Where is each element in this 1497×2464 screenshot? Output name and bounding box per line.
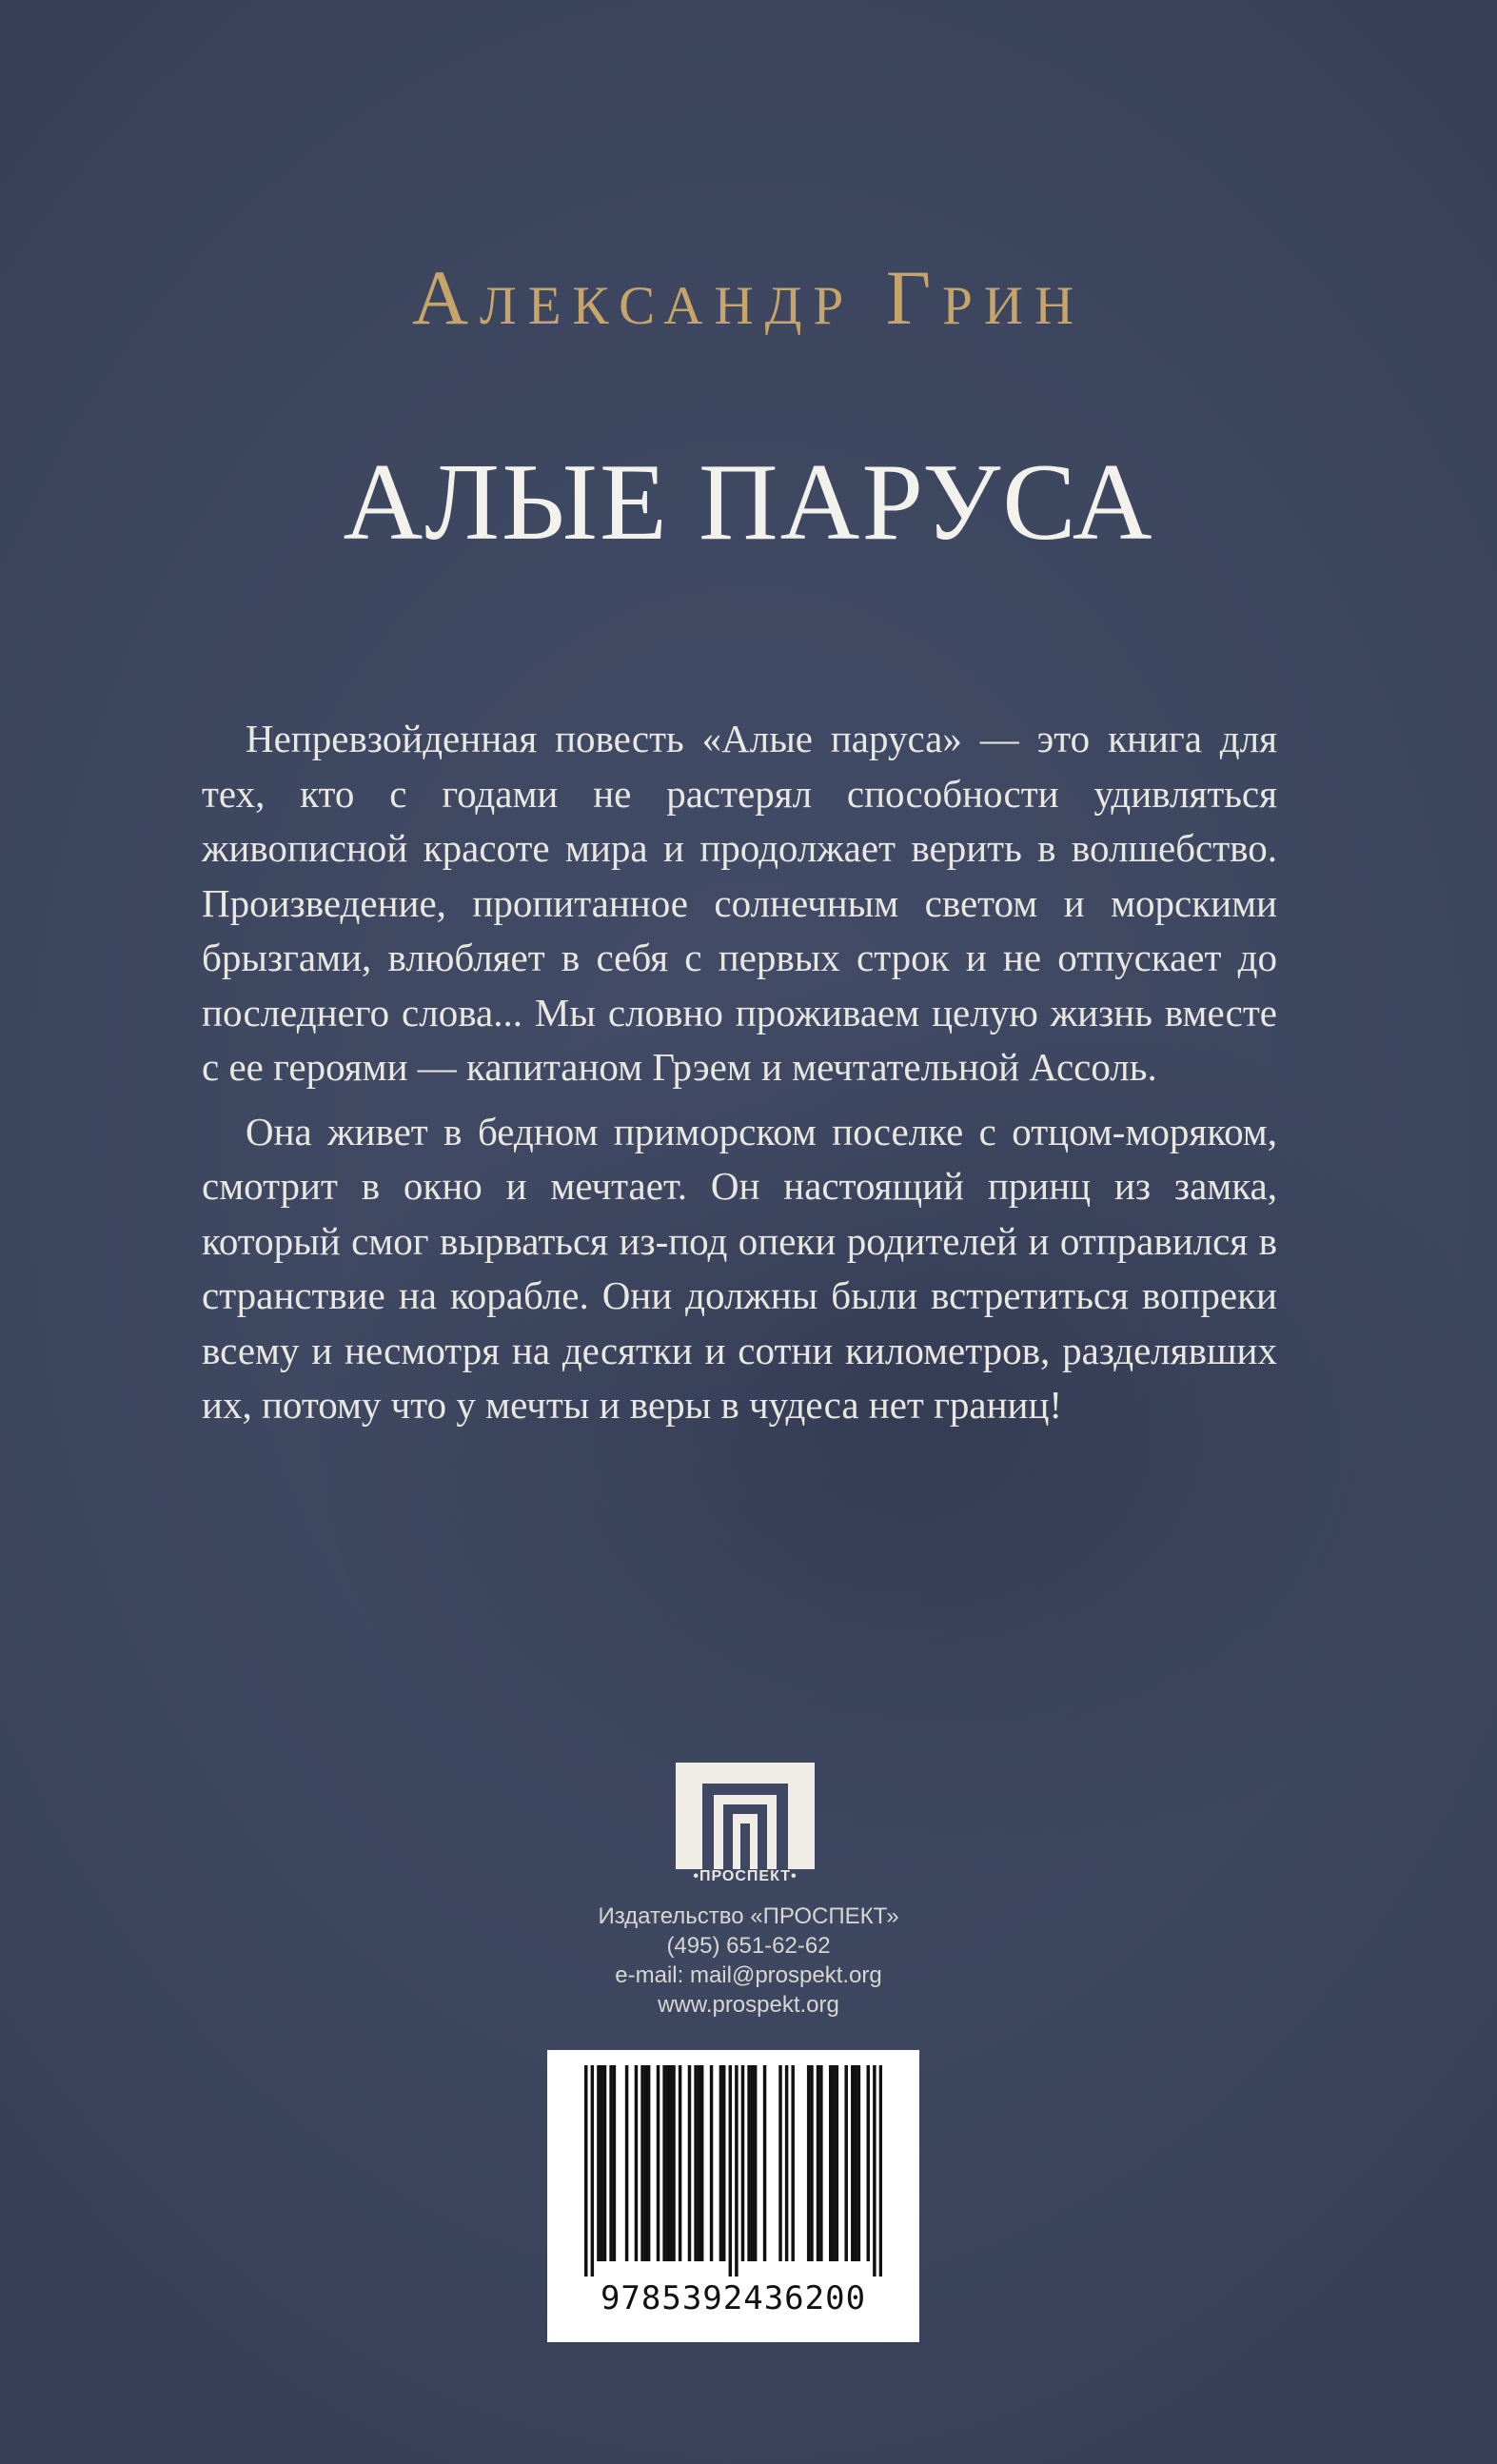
barcode-bar	[747, 2065, 750, 2261]
barcode-bar	[844, 2065, 847, 2261]
barcode-bar	[879, 2065, 882, 2277]
barcode-bar	[613, 2065, 616, 2261]
barcode-bar	[584, 2065, 587, 2277]
publisher-logo-label: •ПРОСПЕКТ•	[693, 1868, 798, 1884]
barcode-bar	[635, 2065, 638, 2261]
barcode-bar	[778, 2065, 781, 2261]
barcode-bar	[662, 2065, 665, 2261]
barcode-bar	[647, 2065, 650, 2261]
barcode-bar	[785, 2065, 788, 2261]
barcode-bar	[644, 2065, 647, 2261]
barcode-bar	[640, 2065, 643, 2261]
barcode-bar	[722, 2065, 725, 2261]
barcode-bar	[854, 2065, 857, 2261]
barcode-bar	[698, 2065, 700, 2261]
barcode-bar	[851, 2065, 854, 2261]
barcode-bar	[609, 2065, 612, 2261]
barcode-bar	[729, 2065, 732, 2277]
publisher-info	[0, 1902, 1497, 2020]
barcode-bar	[591, 2065, 594, 2277]
barcode-bar	[763, 2065, 766, 2261]
blurb-paragraph-2: Она живет в бедном приморском поселке с отцом-моряком, смотрит в окно и мечтает. Он настоящий принц из замка, который смог вырваться из-под опеки родителей и отправился в странствие на корабле. Они должны были встретиться вопреки всему и несмотря на десятки и сотни километров, разделявших их, потому что у мечты и веры в чудеса нет границ!	[202, 1109, 1277, 1427]
barcode-bar	[817, 2065, 819, 2261]
barcode-bar	[666, 2065, 669, 2261]
barcode-bar	[754, 2065, 757, 2261]
author-name: Александр Грин	[411, 254, 1086, 341]
publisher-name: Издательство «ПРОСПЕКТ»	[598, 1903, 899, 1929]
barcode-bar	[694, 2065, 697, 2261]
isbn-number: 9785392436200	[600, 2279, 867, 2317]
barcode-bar	[669, 2065, 672, 2261]
barcode-bar	[791, 2065, 794, 2261]
isbn-barcode	[547, 2050, 919, 2342]
barcode-bar	[751, 2065, 754, 2261]
publisher-website: www.prospekt.org	[658, 1992, 839, 2018]
barcode-bar	[857, 2065, 860, 2261]
barcode-bar	[672, 2065, 675, 2261]
blurb-text	[202, 712, 1277, 1443]
barcode-bar	[710, 2065, 713, 2261]
barcode-bar	[700, 2065, 703, 2261]
barcode-bar	[679, 2065, 681, 2261]
barcode-bar	[657, 2065, 660, 2261]
publisher-logo-icon	[676, 1763, 815, 1869]
barcode-bar	[832, 2065, 835, 2261]
barcode-bar	[600, 2065, 602, 2261]
barcode-bar	[625, 2065, 628, 2261]
barcode-bar	[819, 2065, 822, 2261]
barcode-bar	[807, 2065, 810, 2261]
barcode-bar	[810, 2065, 813, 2261]
book-title: АЛЫЕ ПАРУСА	[343, 442, 1154, 563]
barcode-bar	[836, 2065, 838, 2261]
barcode-bar	[603, 2065, 606, 2261]
barcode-bar	[867, 2065, 870, 2261]
barcode-bar	[688, 2065, 691, 2261]
blurb-paragraph-1: Непревзойденная повесть «Алые паруса» — это книга для тех, кто с годами не растерял способности удивляться живописной красоте мира и продолжает верить в волшебство. Произведение, пропитанное солнечным светом и морскими брызгами, влюбляет в себя с первых строк и не отпускает до последнего слова... Мы словно проживаем целую жизнь вместе с ее героями — капитаном Грэем и мечтательной Ассоль.	[202, 717, 1277, 1089]
publisher-email: e-mail: mail@prospekt.org	[615, 1962, 882, 1988]
publisher-phone: (495) 651-62-62	[666, 1933, 831, 1959]
barcode-bar	[719, 2065, 722, 2261]
barcode-bar	[735, 2065, 738, 2277]
barcode-bar	[741, 2065, 744, 2261]
barcode-bar	[829, 2065, 832, 2261]
barcode-bars	[584, 2065, 882, 2277]
barcode-bar	[873, 2065, 876, 2277]
barcode-bar	[597, 2065, 600, 2261]
